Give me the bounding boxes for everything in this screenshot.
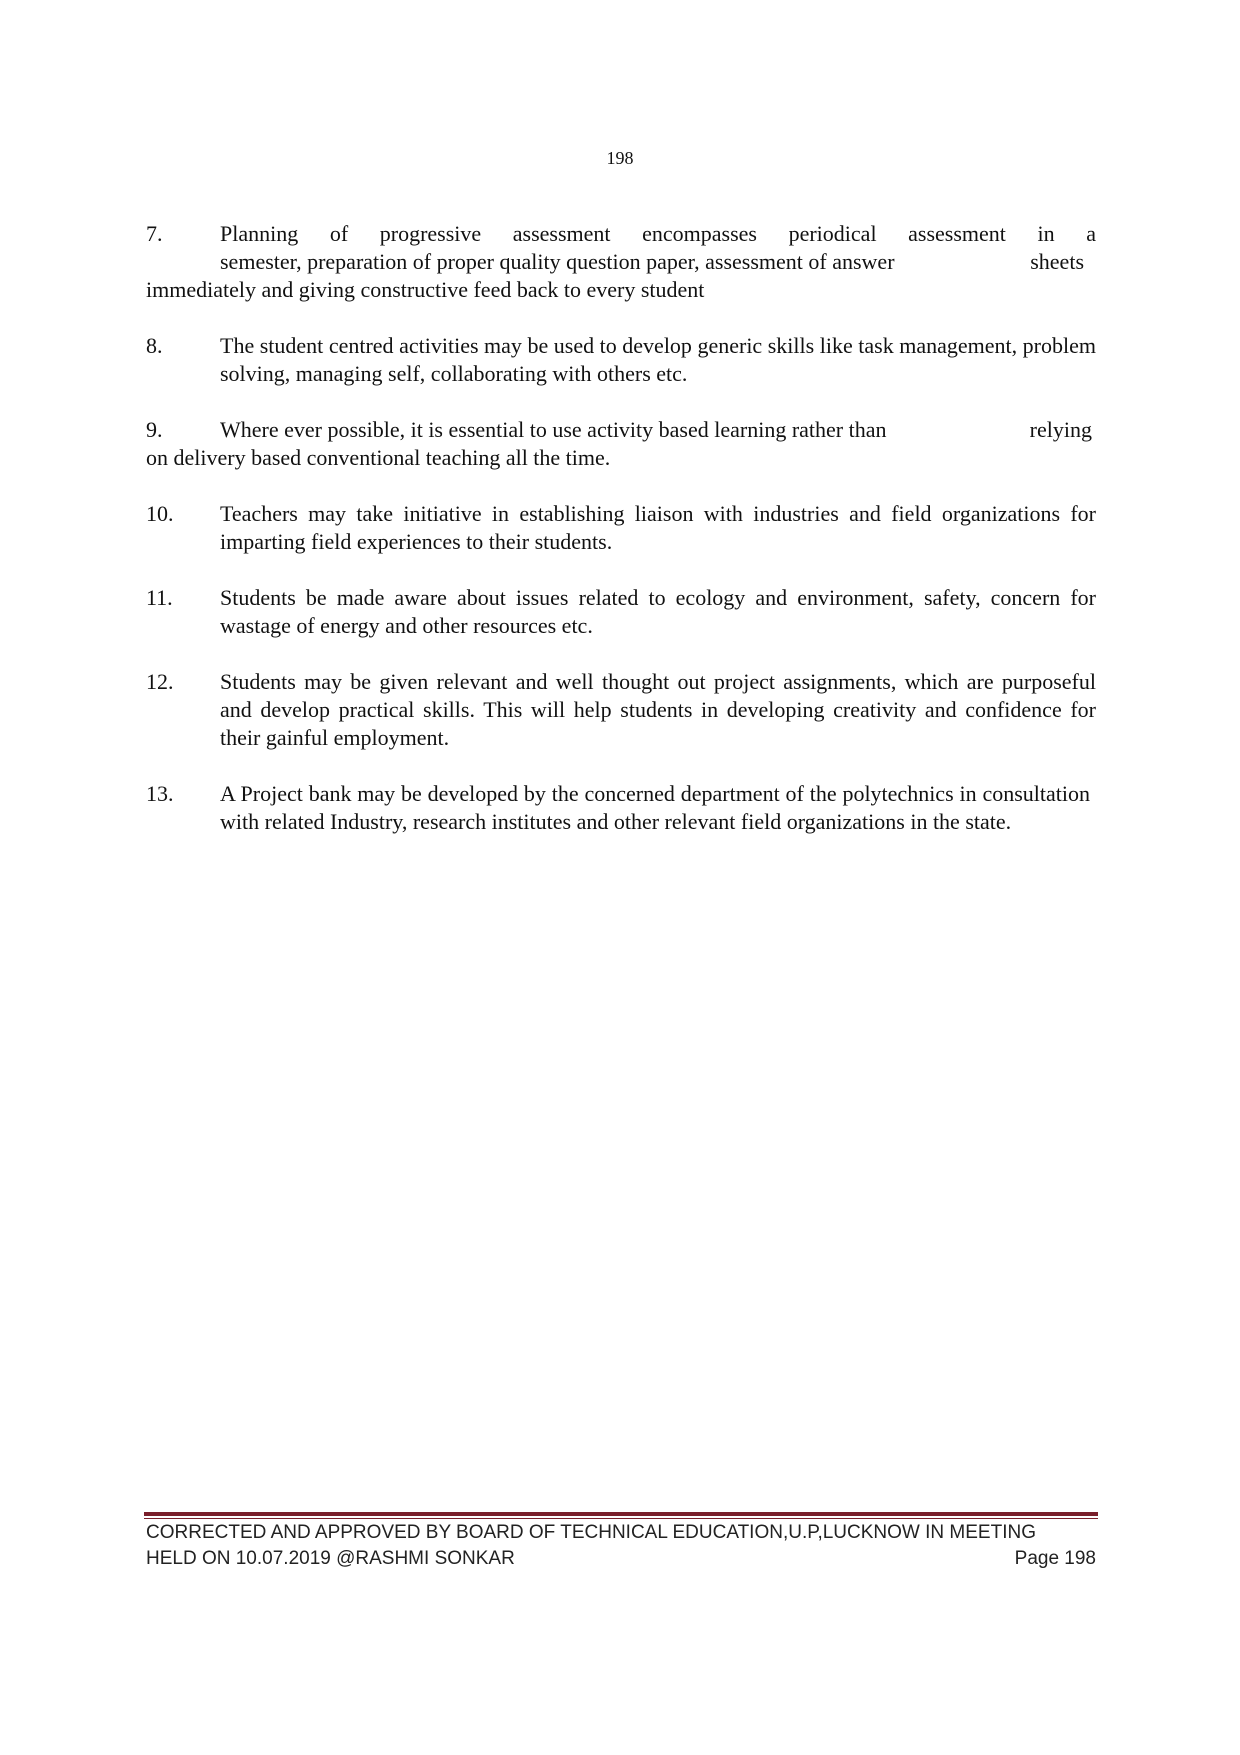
item-10-number: 10.	[146, 501, 174, 526]
item-7-number: 7.	[146, 221, 163, 246]
item-11-text: Students be made aware about issues related to ecology and environment, safety, concern for wastage of energy and other resources etc.	[220, 585, 1096, 638]
page-number: 198	[606, 148, 634, 168]
item-13-number: 13.	[146, 781, 174, 806]
page-footer	[146, 1520, 1096, 1572]
item-8-text: The student centred activities may be used to develop generic skills like task management, problem solving, managing self, collaborating with others etc.	[220, 333, 1096, 386]
footer-line-1: CORRECTED AND APPROVED BY BOARD OF TECHNICAL EDUCATION,U.P,LUCKNOW IN MEETING	[146, 1522, 1036, 1543]
item-7-line-1	[146, 220, 1096, 248]
list-item-13	[146, 780, 1096, 836]
item-12-number: 12.	[146, 669, 174, 694]
item-9-text-line-2: on delivery based conventional teaching all the time.	[146, 445, 611, 470]
item-7-line-2	[146, 248, 1096, 276]
item-12-text: Students may be given relevant and well thought out project assignments, which are purposeful and develop practical skills. This will help students in developing creativity and confidence for their gainful employment.	[220, 669, 1096, 750]
item-9-line-1	[146, 416, 1096, 444]
item-7-text-line-2: semester, preparation of proper quality question paper, assessment of answer	[220, 249, 895, 274]
list-item-7	[146, 220, 1096, 304]
list-item-8	[146, 332, 1096, 388]
footer-rule-thin	[144, 1518, 1098, 1519]
list-item-12	[146, 668, 1096, 752]
footer-rule-thick	[144, 1512, 1098, 1516]
document-body	[146, 220, 1096, 864]
item-7-text-line-2b: sheets	[1030, 249, 1084, 274]
item-9-number: 9.	[146, 417, 163, 442]
item-7-text-line-1: Planning of progressive assessment encompasses periodical assessment in a	[220, 221, 1096, 246]
item-9-text-line-1: Where ever possible, it is essential to use activity based learning rather than	[220, 417, 887, 442]
list-item-11	[146, 584, 1096, 640]
footer-approval-info: HELD ON 10.07.2019 @RASHMI SONKAR	[146, 1548, 515, 1569]
list-item-9	[146, 416, 1096, 472]
footer-line-2	[146, 1546, 1096, 1572]
footer-page-label: Page 198	[1014, 1548, 1096, 1569]
item-11-number: 11.	[146, 585, 173, 610]
list-item-10	[146, 500, 1096, 556]
item-7-text-line-3: immediately and giving constructive feed back to every student	[146, 277, 705, 302]
item-13-text: A Project bank may be developed by the concerned department of the polytechnics in consultation with related Industry, research institutes and other relevant field organizations in the state.	[220, 781, 1090, 834]
item-10-text: Teachers may take initiative in establishing liaison with industries and field organizations for imparting field experiences to their students.	[220, 501, 1096, 554]
item-8-number: 8.	[146, 333, 163, 358]
item-9-text-line-1b: relying	[1029, 417, 1092, 442]
